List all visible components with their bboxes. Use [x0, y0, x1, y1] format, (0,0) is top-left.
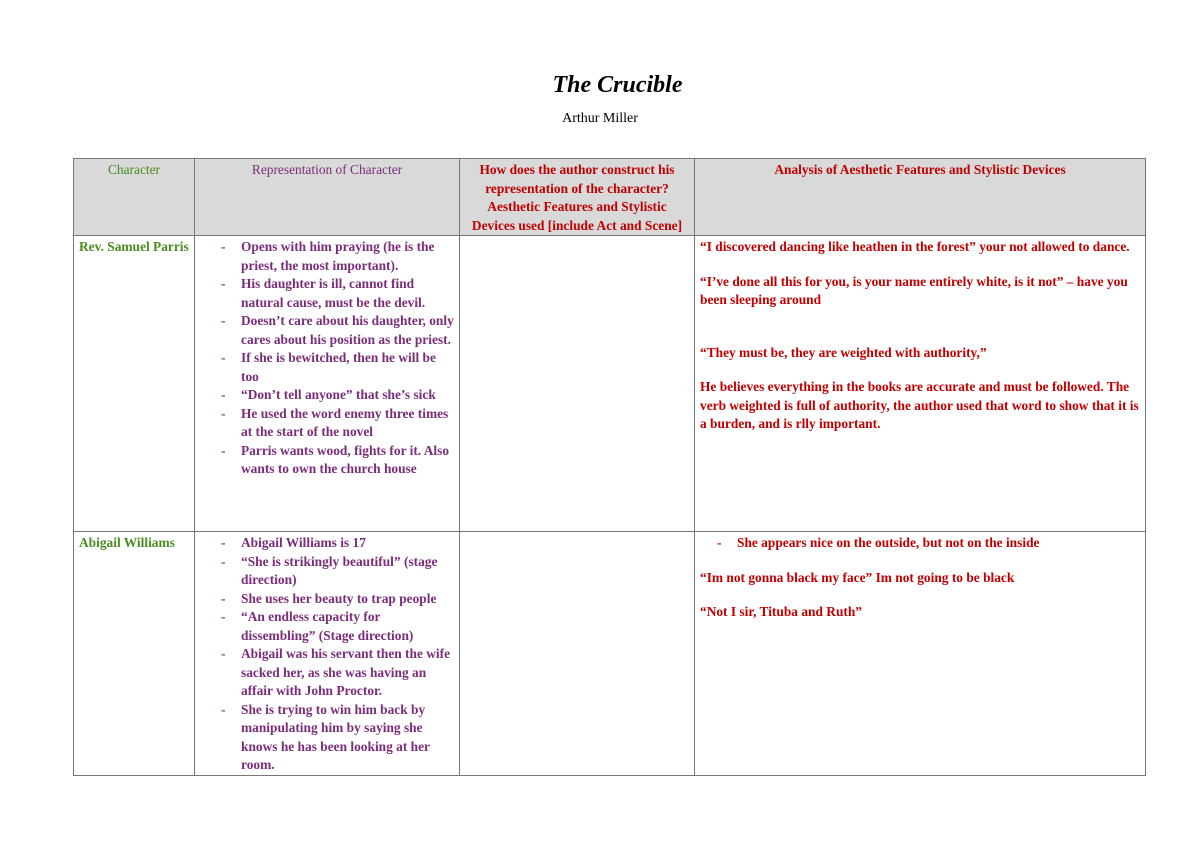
list-item: - She uses her beauty to trap people — [221, 590, 454, 609]
analysis-paragraph: “Not I sir, Tituba and Ruth” — [700, 604, 862, 619]
table-header-row — [74, 159, 1146, 236]
list-item: - Doesn’t care about his daughter, only cares about his position as the priest. — [221, 312, 454, 349]
table-row — [74, 236, 1146, 532]
list-item: - “She is strikingly beautiful” (stage direction) — [221, 553, 454, 590]
analysis-paragraph: He believes everything in the books are accurate and must be followed. The verb weighted is full of authority, the author used that word to show that it is a burden, and is rlly important. — [700, 379, 1139, 431]
analysis-paragraph: “They must be, they are weighted with authority,” — [700, 344, 987, 360]
author-name: Arthur Miller — [562, 111, 638, 126]
character-analysis-table — [73, 158, 1146, 776]
document-author — [0, 111, 1200, 127]
analysis-cell — [695, 532, 1146, 776]
construction-cell — [460, 532, 695, 776]
analysis-cell — [695, 236, 1146, 532]
list-item: - She appears nice on the outside, but not on the inside — [717, 534, 1140, 553]
list-item: - She is trying to win him back by manipulating him by saying she knows he has been looking at her room. — [221, 701, 454, 775]
table-row — [74, 532, 1146, 776]
analysis-paragraph: “Im not gonna black my face” Im not going to be black — [700, 569, 1015, 585]
header-representation: Representation of Character — [195, 159, 460, 236]
analysis-paragraph: “I discovered dancing like heathen in the forest” your not allowed to dance. — [700, 239, 1130, 254]
analysis-paragraph: “I’ve done all this for you, is your name entirely white, is it not” – have you been sleeping around — [700, 273, 1128, 307]
representation-cell — [195, 236, 460, 532]
header-construction: How does the author construct his representation of the character? Aesthetic Features and Stylistic Devices used [include Act and Scene] — [460, 159, 695, 236]
character-name: Abigail Williams — [74, 532, 195, 776]
representation-cell — [195, 532, 460, 776]
list-item: - He used the word enemy three times at the start of the novel — [221, 405, 454, 442]
list-item: - His daughter is ill, cannot find natural cause, must be the devil. — [221, 275, 454, 312]
header-character: Character — [74, 159, 195, 236]
list-item: - “Don’t tell anyone” that she’s sick — [221, 386, 454, 405]
representation-list — [200, 534, 454, 775]
list-item: - Parris wants wood, fights for it. Also wants to own the church house — [221, 442, 454, 479]
construction-cell — [460, 236, 695, 532]
header-analysis: Analysis of Aesthetic Features and Stylistic Devices — [695, 159, 1146, 236]
list-item: - Abigail Williams is 17 — [221, 534, 454, 553]
character-name: Rev. Samuel Parris — [74, 236, 195, 532]
list-item: - Opens with him praying (he is the priest, the most important). — [221, 238, 454, 275]
list-item: - “An endless capacity for dissembling” (Stage direction) — [221, 608, 454, 645]
analysis-list — [700, 534, 1140, 553]
representation-list — [200, 238, 454, 479]
document-title: The Crucible — [552, 72, 683, 98]
list-item: - If she is bewitched, then he will be too — [221, 349, 454, 386]
list-item: - Abigail was his servant then the wife sacked her, as she was having an affair with John Proctor. — [221, 645, 454, 701]
